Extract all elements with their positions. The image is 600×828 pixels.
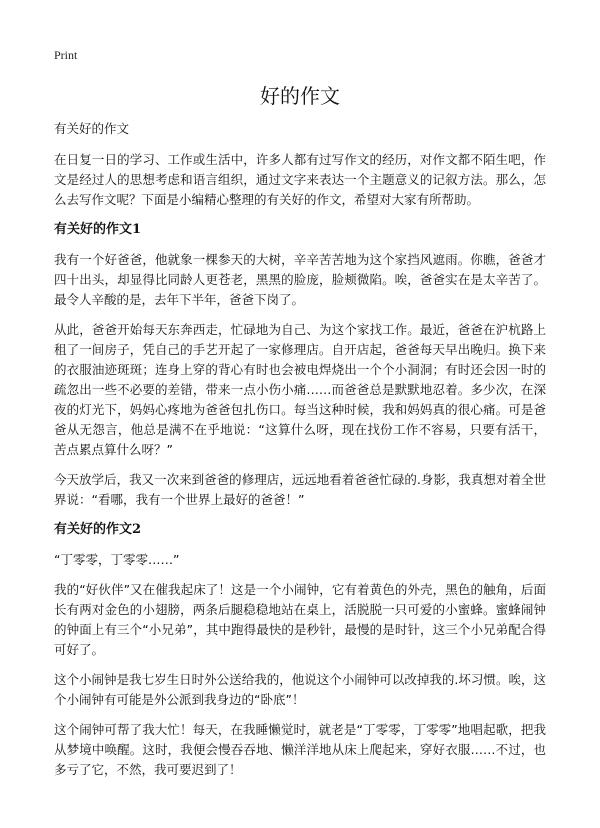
section-1-paragraph-3: 今天放学后，我又一次来到爸爸的修理店，远远地看着爸爸忙碌的.身影，我真想对着全世界说：“看哪，我有一个世界上最好的爸爸！” [54, 472, 546, 507]
section-heading-1: 有关好的作文1 [54, 222, 142, 237]
article-subtitle: 有关好的作文 [54, 121, 130, 136]
section-2-paragraph-1: “丁零零，丁零零……” [54, 552, 180, 567]
section-heading-2: 有关好的作文2 [54, 522, 142, 537]
section-2-paragraph-3: 这个小闹钟是我七岁生日时外公送给我的，他说这个小闹钟可以改掉我的.坏习惯。唉，这个小闹钟有可能是外公派到我身边的“卧底”！ [54, 672, 546, 707]
section-2-paragraph-2: 我的“好伙伴”又在催我起床了！这是一个小闹钟，它有着黄色的外壳，黑色的触角，后面长有两对金色的小翅膀，两条后腿稳稳地站在桌上，活脱脱一只可爱的小蜜蜂。蜜蜂闹钟的钟面上有三个“小兄弟”，其中跑得最快的是秒针，最慢的是时针，这三个小兄弟配合得可好了。 [54, 582, 546, 657]
section-1-paragraph-1: 我有一个好爸爸，他就象一棵参天的大树，辛辛苦苦地为这个家挡风遮雨。你瞧，爸爸才四十出头，却显得比同龄人更苍老，黑黑的脸庞，脸颊微陷。唉，爸爸实在是太辛苦了。最令人辛酸的是，去年下半年，爸爸下岗了。 [54, 252, 546, 307]
section-1-paragraph-2: 从此，爸爸开始每天东奔西走，忙碌地为自己、为这个家找工作。最近，爸爸在沪杭路上租了一间房子，凭自己的手艺开起了一家修理店。自开店起，爸爸每天早出晚归。换下来的衣服油迹斑斑；连身上穿的背心有时也会被电焊烧出一个个小洞洞；有时还会因一时的疏忽出一些不必要的差错，带来一点小伤小痛……而爸爸总是默默地忍着。多少次，在深夜的灯光下，妈妈心疼地为爸爸包扎伤口。每当这种时候，我和妈妈真的很心痛。可是爸爸从无怨言，他总是满不在乎地说：“这算什么呀，现在找份工作不容易，只要有活干，苦点累点算什么呀？” [54, 322, 546, 457]
intro-paragraph: 在日复一日的学习、工作或生活中，许多人都有过写作文的经历，对作文都不陌生吧，作文是经过人的思想考虑和语言组织，通过文字来表达一个主题意义的记叙方法。那么，怎么去写作文呢？下面是小编精心整理的有关好的作文，希望对大家有所帮助。 [54, 152, 546, 207]
article-body [54, 120, 546, 790]
page-title: 好的作文 [260, 84, 340, 108]
print-link[interactable]: Print [54, 48, 78, 62]
section-2-paragraph-4: 这个闹钟可帮了我大忙！每天，在我睡懒觉时，就老是“丁零零，丁零零”地唱起歌，把我从梦境中唤醒。这时，我便会慢吞吞地、懒洋洋地从床上爬起来，穿好衣服……不过，也多亏了它，不然，我可要迟到了！ [54, 722, 546, 777]
